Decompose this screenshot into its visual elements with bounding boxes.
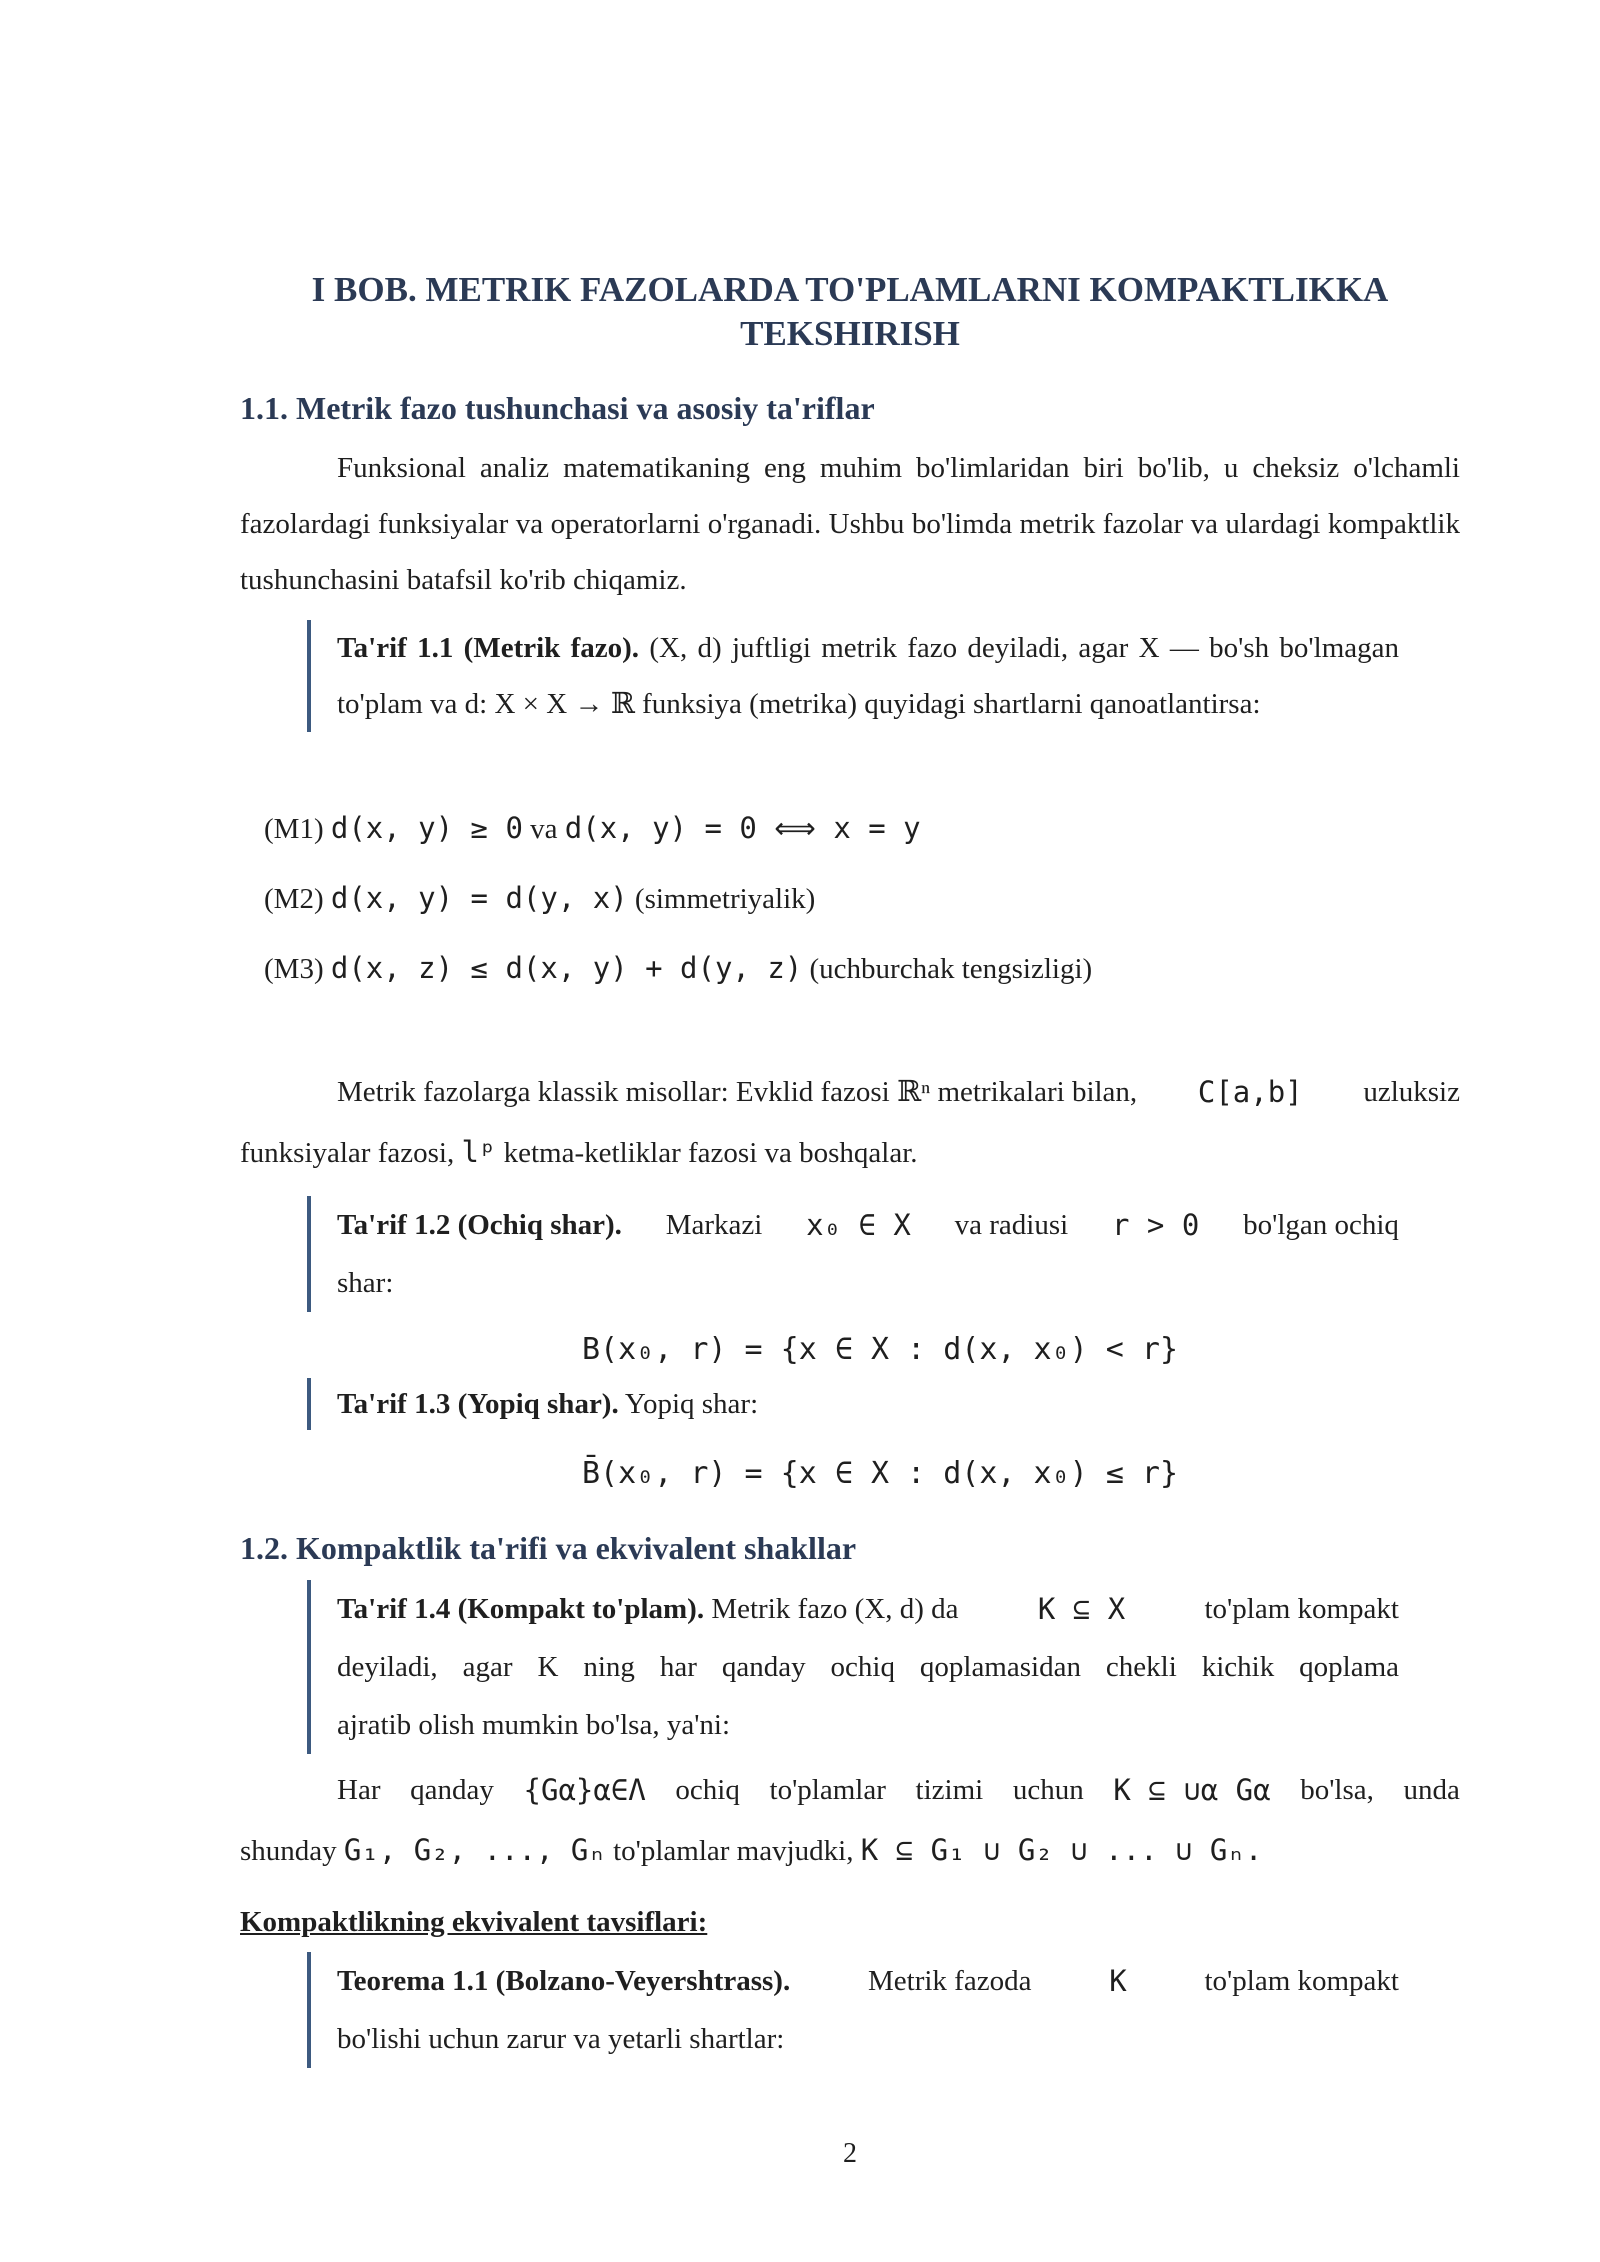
definition-metric-space [307,620,1399,732]
definition-closed-ball: Ta'rif 1.3 (Yopiq shar). Yopiq shar: [307,1378,1399,1430]
closed-ball-formula: B̄(x₀, r) = {x ∈ X : d(x, x₀) ≤ r} [581,1456,1179,1491]
open-ball-formula: B(x₀, r) = {x ∈ X : d(x, x₀) < r} [581,1332,1179,1367]
definition-label: Ta'rif 1.1 (Metrik fazo). [337,632,640,664]
intro-paragraph: Funksional analiz matematikaning eng muhim bo'limlaridan biri bo'lib, u cheksiz o'lchamli fazolardagi funksiyalar va operatorlarni o'rganadi. Ushbu bo'limda metrik fazolar va ulardagi kompaktlik tushunchasini batafsil ko'rib chiqamiz. [240,452,1460,596]
equivalent-characterizations-heading: Kompaktlikning ekvivalent tavsiflari: [240,1906,708,1938]
definition-label: Ta'rif 1.4 (Kompakt to'plam). [337,1593,705,1625]
cover-paragraph: Har qanday {Gα}α∈Λ ochiq to'plamlar tizimi uchun K ⊆ ∪α Gα bo'lsa, unda shunday G₁, G₂, ..., Gₙ to'plamlar mavjudki, K ⊆ G₁ ∪ G₂ ∪ ... ∪ Gₙ. [240,1773,1460,1867]
theorem-label: Teorema 1.1 (Bolzano-Veyershtrass). [337,1965,791,1997]
definition-compact-set: Ta'rif 1.4 (Kompakt to'plam). Metrik fazo (X, d) da K ⊆ X to'plam kompakt deyiladi, agar K ning har qanday ochiq qoplamasidan chekli kichik qoplama ajratib olish mumkin bo'lsa, ya'ni: [307,1580,1399,1754]
theorem-bolzano-weierstrass: Teorema 1.1 (Bolzano-Veyershtrass). Metrik fazoda K to'plam kompakt bo'lishi uchun zarur va yetarli shartlar: [307,1952,1399,2068]
chapter-title: I BOB. METRIK FAZOLARDA TO'PLAMLARNI KOMPAKTLIKKA TEKSHIRISH [311,270,1389,353]
condition-m3: (M3) d(x, z) ≤ d(x, y) + d(y, z) (uchburchak tengsizligi) [264,951,1093,985]
document-page [240,0,1460,2262]
condition-m2: (M2) d(x, y) = d(y, x) (simmetriyalik) [264,881,816,915]
section-2-title: 1.2. Kompaktlik ta'rifi va ekvivalent shakllar [240,1530,857,1566]
page-number: 2 [843,2138,857,2169]
definition-label: Ta'rif 1.3 (Yopiq shar). [337,1388,619,1420]
definition-text: (X, d) juftligi metrik fazo deyiladi, agar X — bo'sh bo'lmagan to'plam va d: X × X → ℝ funksiya (metrika) quyidagi shartlarni qanoatlantirsa: [337,632,1400,720]
definition-label: Ta'rif 1.2 (Ochiq shar). [337,1209,622,1241]
definition-open-ball: Ta'rif 1.2 (Ochiq shar). Markazi x₀ ∈ X va radiusi r > 0 bo'lgan ochiq shar: [307,1196,1399,1312]
condition-m1: (M1) d(x, y) ≥ 0 va d(x, y) = 0 ⟺ x = y [264,811,921,845]
examples-paragraph: Metrik fazolarga klassik misollar: Evklid fazosi ℝⁿ metrikalari bilan, C[a,b] uzluksiz funksiyalar fazosi, lᵖ ketma-ketliklar fazosi va boshqalar. [240,1075,1460,1169]
section-1-title: 1.1. Metrik fazo tushunchasi va asosiy ta'riflar [240,390,875,426]
